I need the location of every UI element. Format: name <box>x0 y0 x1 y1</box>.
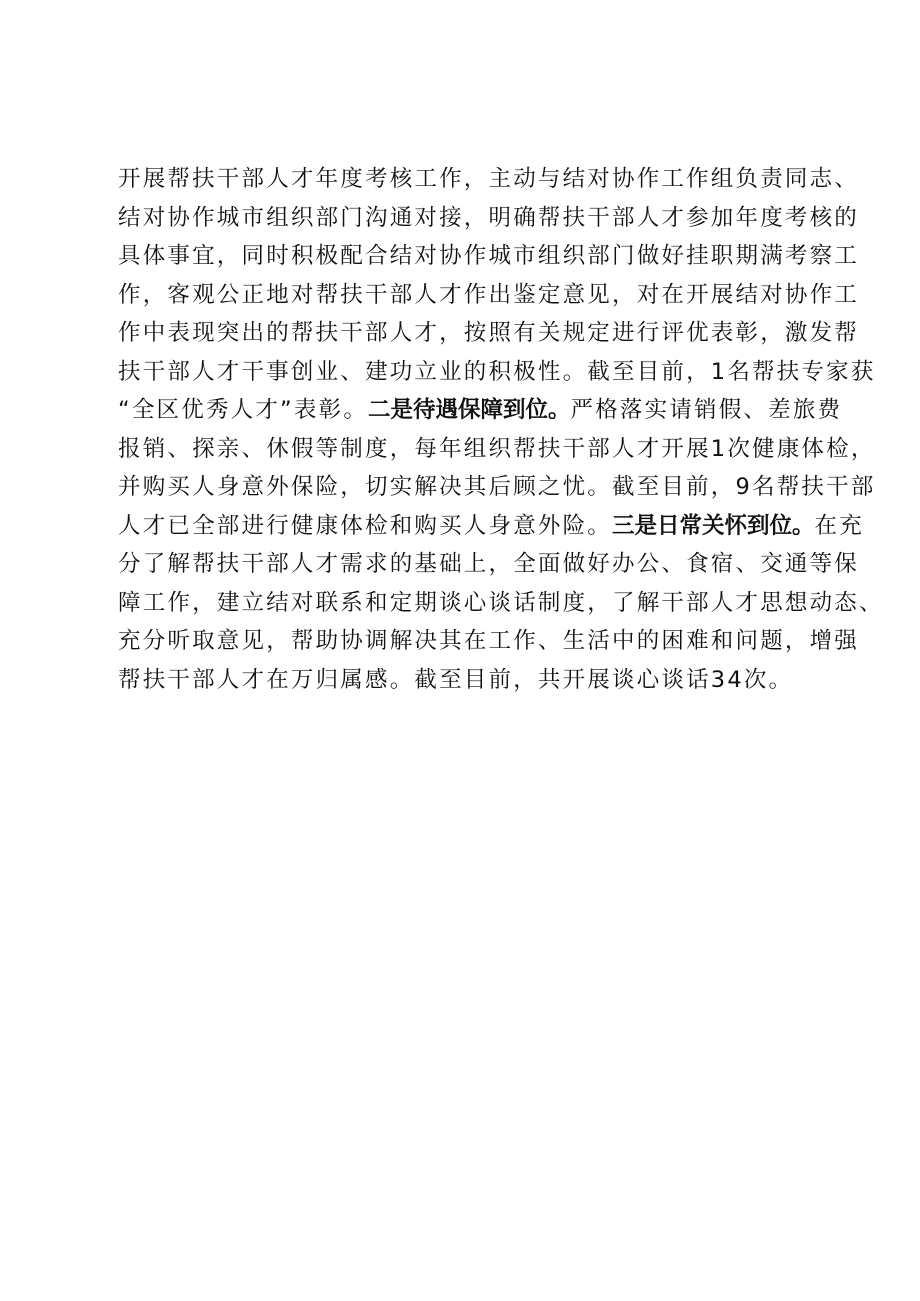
text-run: 并购买人身意外保险，切实解决其后顾之忧。截至目前，9名帮扶干部 <box>118 474 876 500</box>
text-run: 在充 <box>814 512 864 539</box>
text-run: 报销、探亲、休假等制度，每年组织帮扶干部人才开展1次健康体检， <box>118 435 876 462</box>
paragraph-line <box>118 314 860 353</box>
body-paragraph <box>118 160 884 699</box>
paragraph-line <box>118 237 860 276</box>
text-run: 结对协作城市组织部门沟通对接，明确帮扶干部人才参加年度考核的 <box>118 204 860 231</box>
paragraph-line <box>118 276 860 315</box>
text-run: 具体事宜，同时积极配合结对协作城市组织部门做好挂职期满考察工 <box>118 243 860 269</box>
paragraph-line <box>118 661 848 700</box>
paragraph-line <box>118 199 860 238</box>
paragraph-line <box>118 391 848 430</box>
text-run: 严格落实请销假、差旅费 <box>570 397 843 423</box>
paragraph-line <box>118 545 860 584</box>
paragraph-line <box>118 584 884 623</box>
paragraph-line <box>118 353 876 392</box>
paragraph-line <box>118 160 860 199</box>
text-run: “全区优秀人才”表彰。 <box>118 397 369 423</box>
text-run: 扶干部人才干事创业、建功立业的积极性。截至目前，1名帮扶专家获 <box>118 358 876 385</box>
text-run: 障工作，建立结对联系和定期谈心谈话制度，了解干部人才思想动态、 <box>118 589 884 616</box>
paragraph-line <box>118 430 876 469</box>
text-run: 作，客观公正地对帮扶干部人才作出鉴定意见，对在开展结对协作工 <box>118 281 860 308</box>
text-run: 人才已全部进行健康体检和购买人身意外险。 <box>118 512 613 539</box>
section-heading-treatment: 二是待遇保障到位。 <box>368 397 571 423</box>
paragraph-line <box>118 468 876 507</box>
paragraph-line <box>118 622 860 661</box>
text-run: 作中表现突出的帮扶干部人才，按照有关规定进行评优表彰，激发帮 <box>118 320 860 346</box>
paragraph-line <box>118 507 864 546</box>
section-heading-daily-care: 三是日常关怀到位。 <box>612 512 815 539</box>
text-run: 帮扶干部人才在万归属感。截至目前，共开展谈心谈话34次。 <box>118 666 794 693</box>
text-run: 充分听取意见，帮助协调解决其在工作、生活中的困难和问题，增强 <box>118 628 860 654</box>
text-run: 开展帮扶干部人才年度考核工作，主动与结对协作工作组负责同志、 <box>118 166 860 192</box>
text-run: 分了解帮扶干部人才需求的基础上，全面做好办公、食宿、交通等保 <box>118 551 860 577</box>
